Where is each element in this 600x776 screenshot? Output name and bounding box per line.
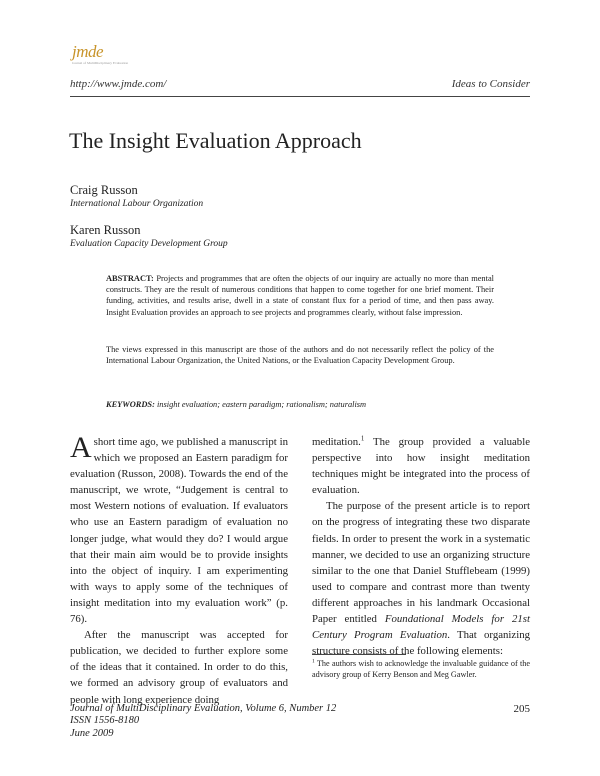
disclaimer-text: The views expressed in this manuscript are those of the authors and do not necessarily reflect the policy of the International Labour Organization, the United Nations, or the Evaluation Capacity Development Group. [106,345,494,366]
footnote-ref[interactable]: 1 [360,434,365,443]
body-column-right [312,434,530,659]
logo-subtitle: Journal of MultiDisciplinary Evaluation [72,61,129,65]
body-paragraph [70,431,288,627]
footnote-divider [312,654,406,655]
footnote [312,658,530,680]
keywords-label: KEYWORDS: [106,400,155,409]
footer-date: June 2009 [70,728,114,739]
paragraph-text: short time ago, we published a manuscript in which we proposed an Eastern paradigm for evaluation (Russon, 2008). Towards the end of the manuscript, we wrote, “Judgement is central to most Western notions of evaluation. If evaluators who use an Eastern paradigm of evaluation no longer judge, what would they do? I would argue that their main aim would be to provide insights into the object of inquiry. I am experimenting with ways to apply some of the techniques of insight meditation into my evaluation work” (p. 76). [70,436,288,626]
abstract-label: ABSTRACT: [106,274,154,283]
body-column-left [70,431,288,708]
footer-issn: ISSN 1556-8180 [70,715,140,726]
author-name: Craig Russon [70,183,138,197]
journal-logo [72,43,142,67]
body-paragraph: After the manuscript was accepted for publication, we decided to further explore some of the ideas that it contained. In order to do this, we formed an advisory group of evaluators and people with long experience doing [70,629,288,706]
abstract [106,273,494,318]
drop-cap: A [70,431,92,464]
paragraph-text: . That organizing structure consists of the following elements: [312,629,531,658]
keywords-text: insight evaluation; eastern paradigm; rationalism; naturalism [154,400,367,409]
body-paragraph [312,434,530,498]
footnote-text: The authors wish to acknowledge the invaluable guidance of the advisory group of Kerry Benson and Meg Gawler. [312,659,530,680]
cited-title: Foundational Models for 21st Century Program Evaluation [312,613,530,642]
page-number: 205 [513,703,530,715]
author-affiliation: International Labour Organization [70,199,204,209]
header-url-link[interactable]: http://www.jmde.com/ [70,78,167,90]
author-name: Karen Russon [70,223,141,237]
header-divider [70,96,530,97]
paragraph-text: The purpose of the present article is to report on the progress of integrating these two disparate fields. In order to present the work in a systematic manner, we decided to use an organizing structure similar to the one that Daniel Stufflebeam (1999) used to compare and contrast more than twenty different approaches in his landmark Occasional Paper entitled [312,500,530,626]
article-title: The Insight Evaluation Approach [69,128,362,153]
footnote-number: 1 [312,658,315,665]
logo-mark: jmde [72,42,104,61]
paragraph-text: The group provided a valuable perspective into how insight meditation techniques might be integrated into the process of evaluation. [312,436,530,497]
keywords [106,399,494,410]
paragraph-text: meditation. [312,436,361,448]
header-section-label: Ideas to Consider [451,78,530,90]
author-affiliation: Evaluation Capacity Development Group [70,239,228,249]
abstract-text: Projects and programmes that are often the objects of our inquiry are actually no more than mental constructs. They are the result of numerous conditions that happen to come together for one brief moment. Their funding, activities, and results arise, dwell in a state of constant flux for a period of time, and then pass away. Insight Evaluation provides an approach to see projects and programmes clearly, without false impression. [106,274,494,317]
footer-journal: Journal of MultiDisciplinary Evaluation, Volume 6, Number 12 [70,703,337,714]
body-paragraph [312,498,530,659]
